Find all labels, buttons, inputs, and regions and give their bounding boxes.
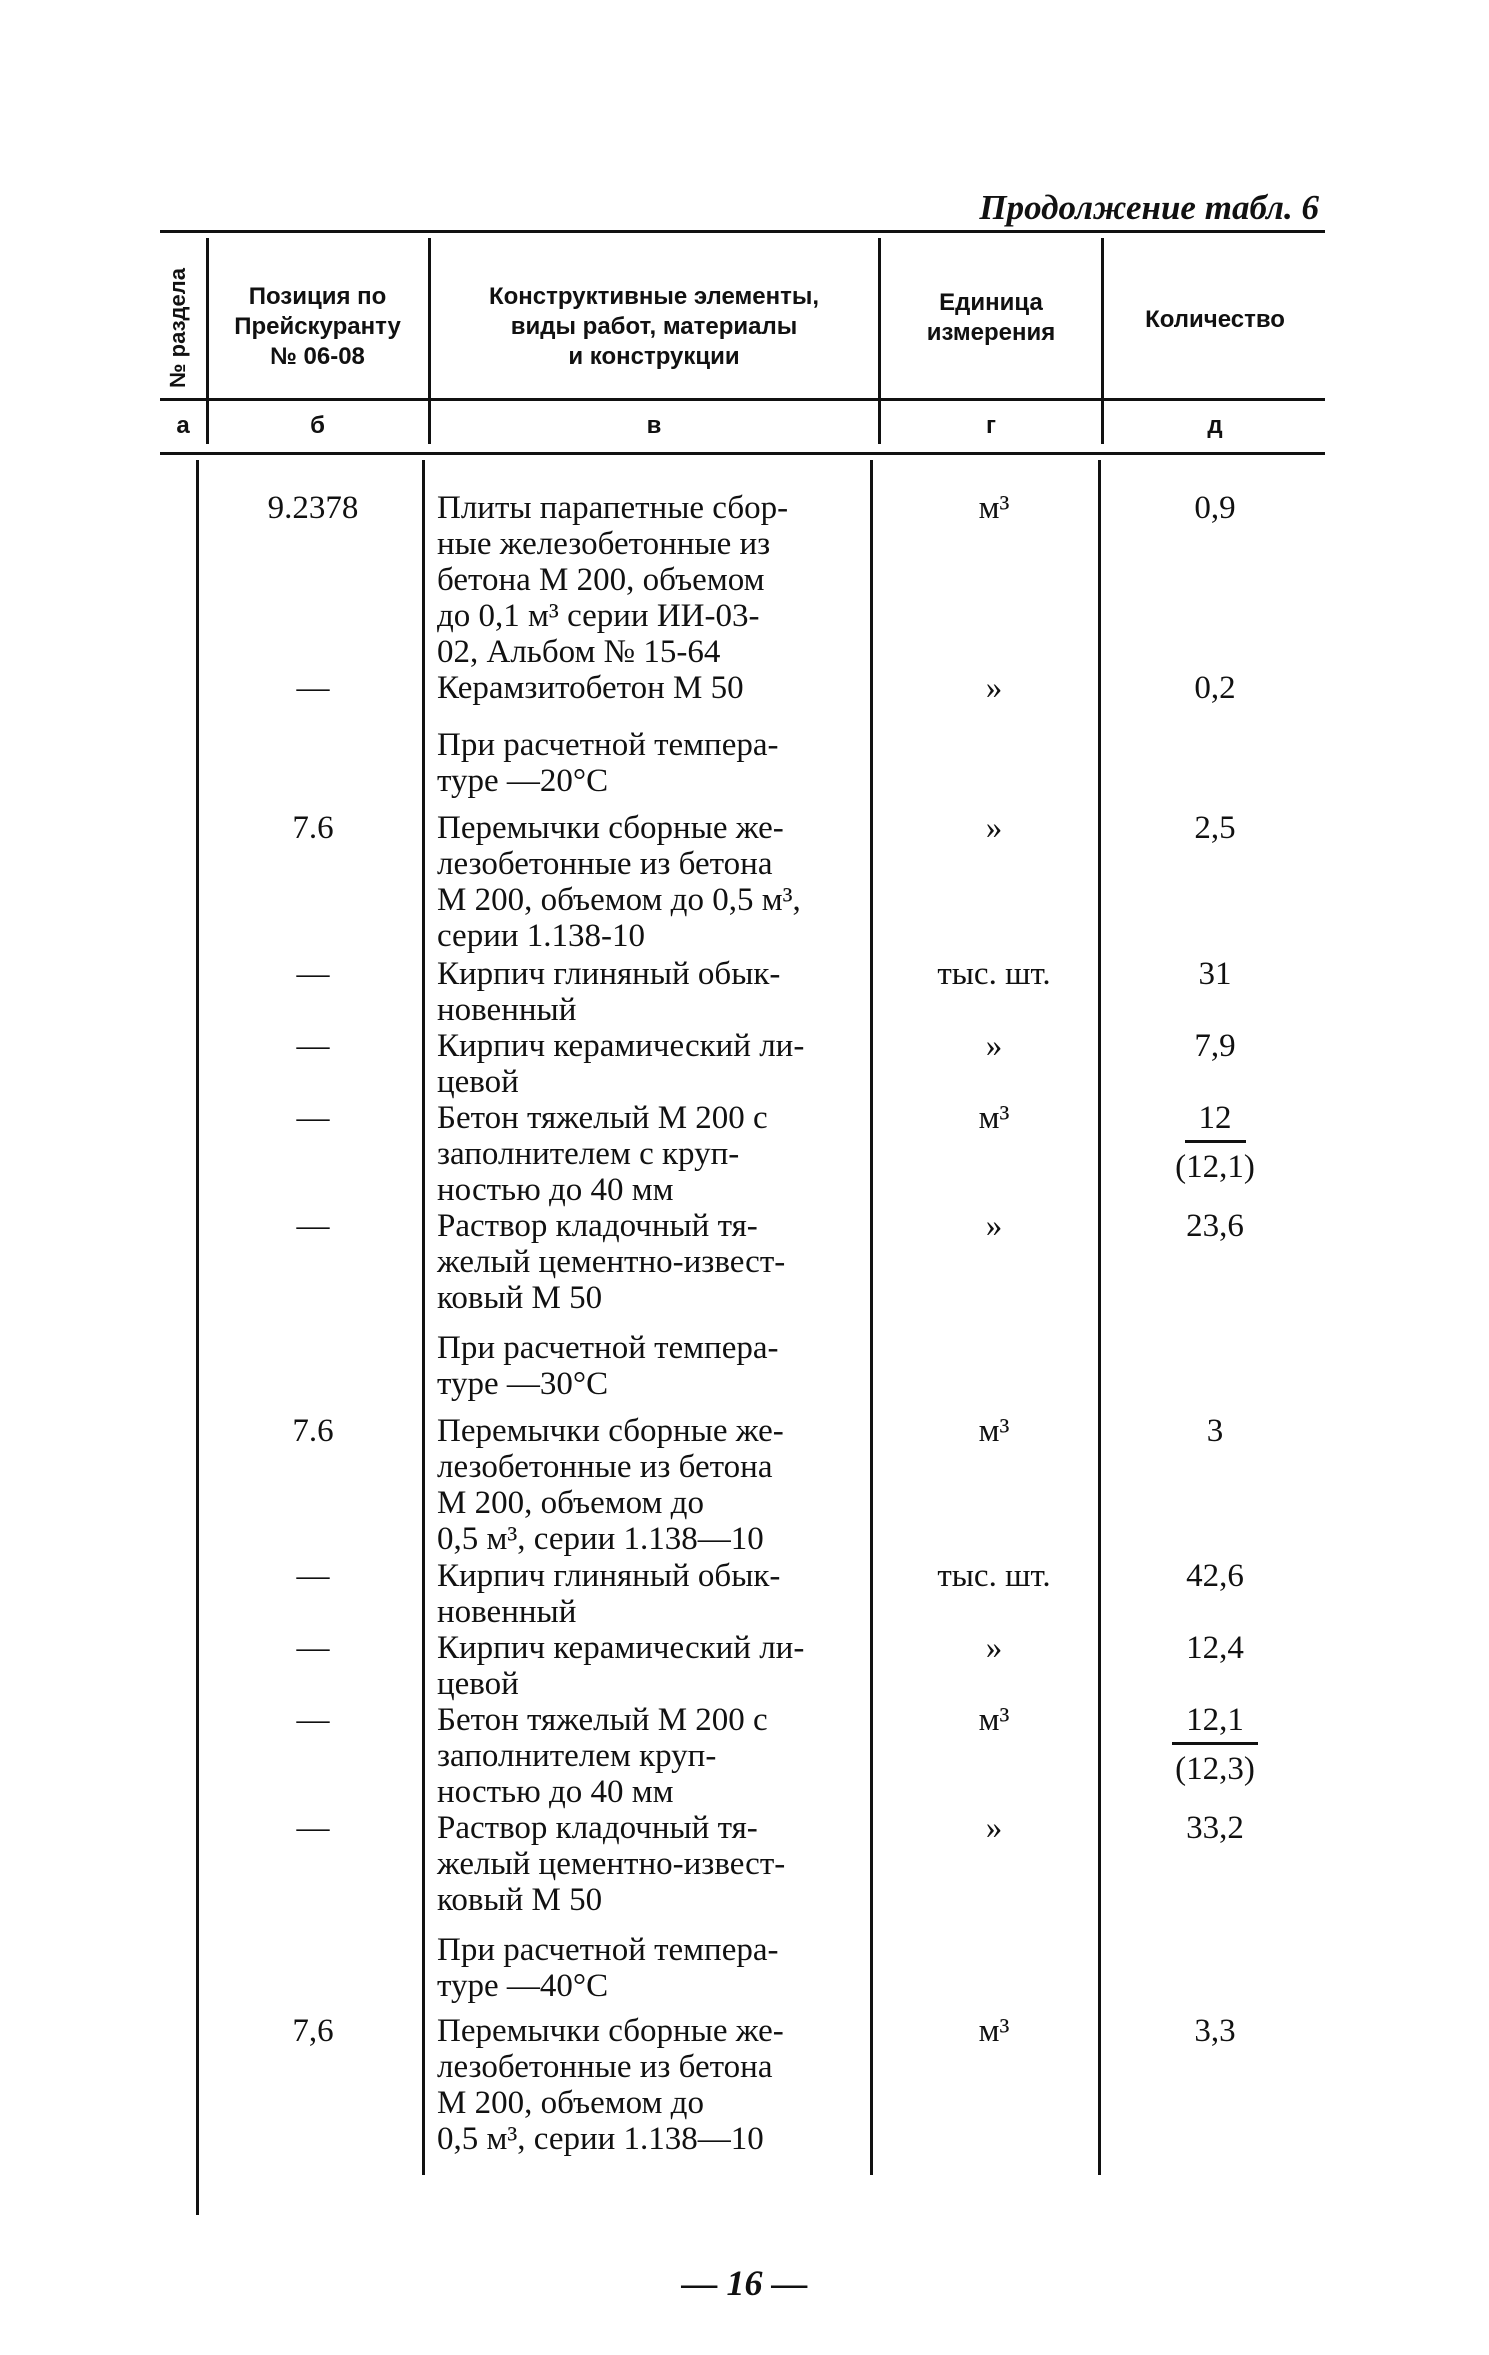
header-elements: Конструктивные элементы, виды работ, материалы и конструкции (488, 283, 819, 370)
header-divider-a (206, 238, 209, 444)
letters-bottom-rule (160, 452, 1325, 455)
row-position: — (296, 1810, 330, 1846)
row-description: Кирпич керамический ли- цевой (437, 1028, 805, 1100)
quantity-numerator: 12,1 (1172, 1702, 1258, 1745)
row-position: — (296, 670, 330, 706)
row-unit: тыс. шт. (937, 956, 1051, 992)
row-description: Перемычки сборные же- лезобетонные из бетона М 200, объемом до 0,5 м³, серии 1.138—10 (437, 1413, 784, 1557)
body-divider-a (196, 460, 199, 2215)
row-position: — (296, 1630, 330, 1666)
row-quantity: 12,4 (1186, 1630, 1244, 1666)
column-letter-v: в (646, 412, 662, 439)
header-top-rule (160, 230, 1325, 233)
header-quantity: Количество (1145, 306, 1285, 333)
row-quantity: 31 (1198, 956, 1232, 992)
section-heading: При расчетной темпера- туре —20°С (437, 727, 779, 799)
row-quantity: 0,9 (1194, 490, 1236, 526)
header-unit: Единица измерения (926, 289, 1056, 346)
row-unit: м³ (978, 1413, 1010, 1449)
body-divider-v (422, 460, 425, 2175)
row-position: — (296, 1100, 330, 1136)
section-heading: При расчетной темпера- туре —30°С (437, 1330, 779, 1402)
row-description: Кирпич глиняный обык- новенный (437, 1558, 781, 1630)
row-position: — (296, 1208, 330, 1244)
column-letter-a: а (176, 412, 190, 439)
row-position: 7.6 (292, 1413, 334, 1449)
row-position: — (296, 1702, 330, 1738)
row-unit: » (985, 1028, 1003, 1064)
row-quantity: 0,2 (1194, 670, 1236, 706)
section-heading: При расчетной темпера- туре —40°С (437, 1932, 779, 2004)
row-unit: » (985, 670, 1003, 706)
row-description: Раствор кладочный тя- желый цементно-извест- ковый М 50 (437, 1208, 786, 1316)
row-description: Раствор кладочный тя- желый цементно-извест- ковый М 50 (437, 1810, 786, 1918)
row-description: Кирпич глиняный обык- новенный (437, 956, 781, 1028)
quantity-numerator: 12 (1185, 1100, 1246, 1143)
row-quantity: 3,3 (1194, 2013, 1236, 2049)
column-letter-d: д (1207, 412, 1223, 439)
header-divider-v (878, 238, 881, 444)
row-position: — (296, 1028, 330, 1064)
row-quantity: 33,2 (1186, 1810, 1244, 1846)
row-position: — (296, 1558, 330, 1594)
row-description: Бетон тяжелый М 200 с заполнителем с круп- ностью до 40 мм (437, 1100, 768, 1208)
column-letter-b: б (310, 412, 325, 439)
body-divider-d (1098, 460, 1101, 2175)
row-description: Бетон тяжелый М 200 с заполнителем круп- ностью до 40 мм (437, 1702, 768, 1810)
row-unit: м³ (978, 2013, 1010, 2049)
quantity-alternate: (12,1) (1175, 1149, 1255, 1185)
column-letter-g: г (986, 412, 996, 439)
row-description: Кирпич керамический ли- цевой (437, 1630, 805, 1702)
row-unit: » (985, 810, 1003, 846)
row-quantity: 42,6 (1186, 1558, 1244, 1594)
row-position: 7,6 (292, 2013, 334, 2049)
row-position: 7.6 (292, 810, 334, 846)
header-section-number: № раздела (165, 268, 190, 388)
row-description: Керамзитобетон М 50 (437, 670, 744, 706)
header-position: Позиция по Прейскуранту № 06-08 (234, 283, 401, 370)
header-divider-g (1101, 238, 1104, 444)
row-quantity: 3 (1206, 1413, 1224, 1449)
row-position: 9.2378 (267, 490, 359, 526)
row-description: Перемычки сборные же- лезобетонные из бетона М 200, объемом до 0,5 м³, серии 1.138—10 (437, 2013, 784, 2157)
row-unit: » (985, 1630, 1003, 1666)
row-quantity: 7,9 (1194, 1028, 1236, 1064)
row-description: Перемычки сборные же- лезобетонные из бетона М 200, объемом до 0,5 м³, серии 1.138-10 (437, 810, 801, 954)
table-caption: Продолжение табл. 6 (979, 188, 1319, 227)
quantity-alternate: (12,3) (1175, 1751, 1255, 1787)
row-unit: м³ (978, 1702, 1010, 1738)
body-divider-g (870, 460, 873, 2175)
row-quantity: 2,5 (1194, 810, 1236, 846)
row-unit: м³ (978, 1100, 1010, 1136)
row-unit: тыс. шт. (937, 1558, 1051, 1594)
row-unit: » (985, 1810, 1003, 1846)
page-number: — 16 — (681, 2263, 808, 2303)
row-position: — (296, 956, 330, 992)
row-quantity (1125, 1100, 1305, 1185)
row-description: Плиты парапетные сбор- ные железобетонные из бетона М 200, объемом до 0,1 м³ серии ИИ-03- 02, Альбом № 15-64 (437, 490, 789, 670)
row-quantity: 23,6 (1186, 1208, 1244, 1244)
row-unit: » (985, 1208, 1003, 1244)
header-bottom-rule (160, 398, 1325, 401)
header-divider-b (428, 238, 431, 444)
row-quantity (1125, 1702, 1305, 1787)
row-unit: м³ (978, 490, 1010, 526)
